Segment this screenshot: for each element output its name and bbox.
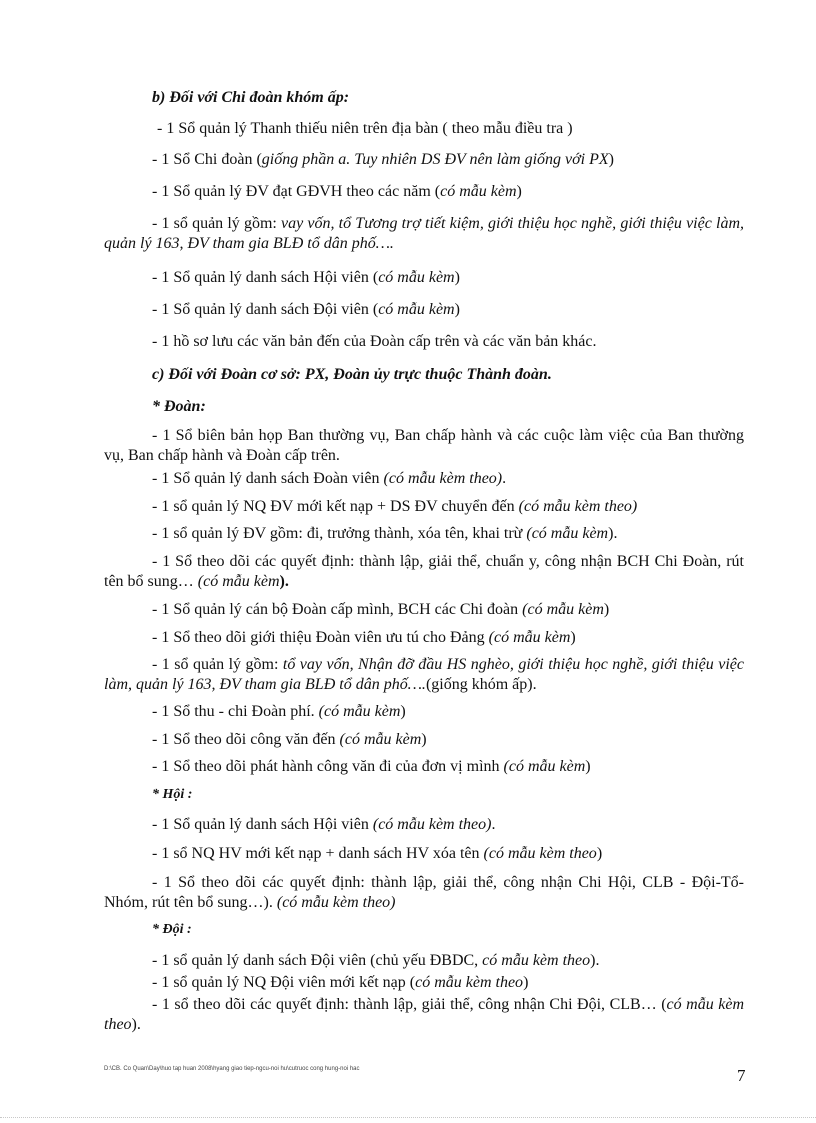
doan-item-10: - 1 Sổ theo dõi công văn đến (có mẫu kèm) xyxy=(152,731,427,748)
page-number: 7 xyxy=(737,1066,746,1085)
doan-item-3: - 1 sổ quản lý NQ ĐV mới kết nạp + DS ĐV chuyển đến (có mẫu kèm theo) xyxy=(152,498,638,515)
doan-item-2: - 1 Sổ quản lý danh sách Đoàn viên (có mẫu kèm theo). xyxy=(152,470,507,487)
b-item-5: - 1 Sổ quản lý danh sách Hội viên (có mẫu kèm) xyxy=(152,269,460,286)
b-item-7: - 1 hồ sơ lưu các văn bản đến của Đoàn cấp trên và các văn bản khác. xyxy=(152,333,597,350)
doan-item-1: - 1 Sổ biên bản họp Ban thường vụ, Ban chấp hành và các cuộc làm việc của Ban thường vụ, Ban chấp hành và Đoàn cấp trên. xyxy=(104,427,744,464)
subheading-doi: * Đội : xyxy=(152,922,192,937)
subheading-hoi: * Hội : xyxy=(152,787,193,802)
doan-item-6: - 1 Sổ quản lý cán bộ Đoàn cấp mình, BCH các Chi đoàn (có mẫu kèm) xyxy=(152,601,610,618)
b-item-3: - 1 Sổ quản lý ĐV đạt GĐVH theo các năm (có mẫu kèm) xyxy=(152,183,522,200)
doi-item-1: - 1 sổ quản lý danh sách Đội viên (chủ yếu ĐBDC, có mẫu kèm theo). xyxy=(152,952,600,969)
doan-item-5: - 1 Sổ theo dõi các quyết định: thành lập, giải thể, chuẩn y, công nhận BCH Chi Đoàn, rút tên bổ sung… (có mẫu kèm). xyxy=(104,553,744,590)
b-item-2: - 1 Sổ Chi đoàn (giống phần a. Tuy nhiên DS ĐV nên làm giống với PX) xyxy=(152,151,614,168)
doan-item-4: - 1 sổ quản lý ĐV gồm: đi, trưởng thành, xóa tên, khai trừ (có mẫu kèm). xyxy=(152,525,618,542)
b-item-4: - 1 sổ quản lý gồm: vay vốn, tổ Tương trợ tiết kiệm, giới thiệu học nghề, giới thiệu việc làm, quản lý 163, ĐV tham gia BLĐ tổ dân phố…. xyxy=(104,215,744,252)
heading-b: b) Đối với Chi đoàn khóm ấp: xyxy=(152,89,350,106)
b-item-6: - 1 Sổ quản lý danh sách Đội viên (có mẫu kèm) xyxy=(152,301,460,318)
doi-item-3: - 1 sổ theo dõi các quyết định: thành lập, giải thể, công nhận Chi Đội, CLB… (có mẫu kèm theo). xyxy=(104,996,745,1033)
hoi-item-2: - 1 sổ NQ HV mới kết nạp + danh sách HV xóa tên (có mẫu kèm theo) xyxy=(152,845,603,862)
subheading-doan: * Đoàn: xyxy=(152,398,206,415)
doan-item-11: - 1 Sổ theo dõi phát hành công văn đi của đơn vị mình (có mẫu kèm) xyxy=(152,758,591,775)
doan-item-7: - 1 Sổ theo dõi giới thiệu Đoàn viên ưu tú cho Đảng (có mẫu kèm) xyxy=(152,629,576,646)
footer-file-path: D:\CB. Co Quan\Day\huo tap huan 2008\hyang giao tiep-ngcu-noi hu\cutruoc cong hung-noi hac xyxy=(104,1066,360,1072)
hoi-item-1: - 1 Sổ quản lý danh sách Hội viên (có mẫu kèm theo). xyxy=(152,816,496,833)
doan-item-9: - 1 Sổ thu - chi Đoàn phí. (có mẫu kèm) xyxy=(152,703,406,720)
b-item-1: - 1 Sổ quản lý Thanh thiếu niên trên địa bàn ( theo mẫu điều tra ) xyxy=(157,120,573,137)
doi-item-2: - 1 sổ quản lý NQ Đội viên mới kết nạp (có mẫu kèm theo) xyxy=(152,974,529,991)
heading-c: c) Đối với Đoàn cơ sở: PX, Đoàn ủy trực thuộc Thành đoàn. xyxy=(152,366,552,383)
hoi-item-3: - 1 Sổ theo dõi các quyết định: thành lập, giải thể, công nhận Chi Hội, CLB - Đội-Tổ-Nhóm, rút tên bổ sung…). (có mẫu kèm theo) xyxy=(104,874,744,911)
page-bottom-divider xyxy=(0,1117,816,1118)
doan-item-8: - 1 sổ quản lý gồm: tổ vay vốn, Nhận đỡ đầu HS nghèo, giới thiệu học nghề, giới thiệu việc làm, quản lý 163, ĐV tham gia BLĐ tổ dân phố….(giống khóm ấp). xyxy=(104,656,744,693)
